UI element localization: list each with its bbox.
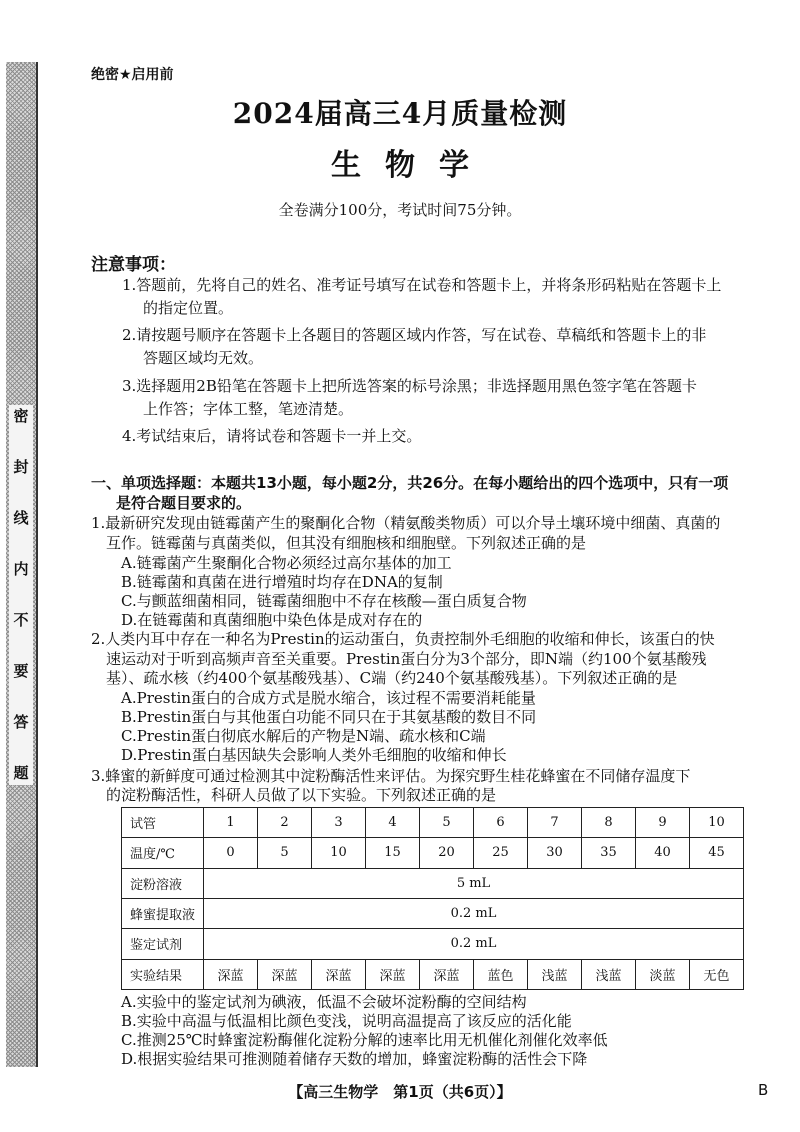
table-cell: 深蓝	[258, 959, 312, 989]
question-stem: 2.人类内耳中存在一种名为Prestin的运动蛋白，负责控制外毛细胞的收缩和伸长，该蛋白的快	[91, 630, 715, 648]
option: B.实验中高温与低温相比颜色变浅，说明高温提高了该反应的活化能	[121, 1012, 572, 1030]
table-cell: 0.2 mL	[204, 929, 744, 959]
table-cell: 5	[258, 838, 312, 868]
table-cell: 2	[258, 808, 312, 838]
table-row-result	[122, 959, 744, 989]
table-cell: 深蓝	[312, 959, 366, 989]
table-cell: 8	[582, 808, 636, 838]
table-cell: 20	[420, 838, 474, 868]
table-cell: 35	[582, 838, 636, 868]
option: D.根据实验结果可推测随着储存天数的增加，蜂蜜淀粉酶的活性会下降	[121, 1050, 588, 1068]
binding-char: 不	[13, 611, 29, 629]
table-cell: 蓝色	[474, 959, 528, 989]
option: B.链霉菌和真菌在进行增殖时均存在DNA的复制	[121, 573, 443, 591]
notice-item: 3.选择题用2B铅笔在答题卡上把所选答案的标号涂黑；非选择题用黑色签字笔在答题卡	[122, 377, 697, 395]
table-row-extract	[122, 898, 744, 928]
secret-label: 绝密★启用前	[91, 67, 174, 83]
binding-char: 密	[13, 407, 29, 425]
binding-char: 封	[13, 458, 29, 476]
subject-title: 生物学	[331, 148, 493, 183]
option: A.链霉菌产生聚酮化合物必须经过高尔基体的加工	[121, 554, 452, 572]
binding-char: 线	[13, 509, 29, 527]
table-cell: 4	[366, 808, 420, 838]
table-cell: 0.2 mL	[204, 898, 744, 928]
table-cell: 30	[528, 838, 582, 868]
option: C.推测25℃时蜂蜜淀粉酶催化淀粉分解的速率比用无机催化剂催化效率低	[121, 1031, 608, 1049]
table-cell: 10	[690, 808, 744, 838]
table-cell: 0	[204, 838, 258, 868]
notice-item: 答题区域均无效。	[143, 349, 264, 367]
row-header: 实验结果	[122, 959, 204, 989]
question-stem: 1.最新研究发现由链霉菌产生的聚酮化合物（精氨酸类物质）可以介导土壤环境中细菌、真菌的	[91, 514, 721, 532]
binding-warning	[9, 405, 33, 785]
table-cell: 40	[636, 838, 690, 868]
table-cell: 深蓝	[366, 959, 420, 989]
option: C.Prestin蛋白彻底水解后的产物是N端、疏水核和C端	[121, 727, 486, 745]
table-cell: 5 mL	[204, 868, 744, 898]
page-footer: 【高三生物学 第1页（共6页）】	[288, 1083, 512, 1101]
exam-info: 全卷满分100分，考试时间75分钟。	[278, 201, 522, 219]
row-header: 鉴定试剂	[122, 929, 204, 959]
option: C.与颤蓝细菌相同，链霉菌细胞中不存在核酸—蛋白质复合物	[121, 592, 527, 610]
table-cell: 深蓝	[204, 959, 258, 989]
table-cell: 45	[690, 838, 744, 868]
row-header: 蜂蜜提取液	[122, 898, 204, 928]
option: A.实验中的鉴定试剂为碘液，低温不会破坏淀粉酶的空间结构	[121, 993, 527, 1011]
table-cell: 无色	[690, 959, 744, 989]
table-cell: 7	[528, 808, 582, 838]
notice-item: 2.请按题号顺序在答题卡上各题目的答题区域内作答，写在试卷、草稿纸和答题卡上的非	[122, 326, 707, 344]
question-stem: 速运动对于听到高频声音至关重要。Prestin蛋白分为3个部分，即N端（约100个氨基酸残	[106, 650, 707, 668]
notice-heading: 注意事项：	[91, 255, 176, 275]
option: D.Prestin蛋白基因缺失会影响人类外毛细胞的收缩和伸长	[121, 746, 507, 764]
table-cell: 浅蓝	[582, 959, 636, 989]
section-heading: 一、单项选择题：本题共13小题，每小题2分，共26分。在每小题给出的四个选项中，只有一项	[91, 474, 729, 492]
table-cell: 10	[312, 838, 366, 868]
row-header: 试管	[122, 808, 204, 838]
version-label: B	[758, 1081, 769, 1099]
table-cell: 深蓝	[420, 959, 474, 989]
notice-item: 1.答题前，先将自己的姓名、准考证号填写在试卷和答题卡上，并将条形码粘贴在答题卡上	[122, 276, 722, 294]
table-cell: 25	[474, 838, 528, 868]
table-cell: 5	[420, 808, 474, 838]
table-cell: 9	[636, 808, 690, 838]
option: B.Prestin蛋白与其他蛋白功能不同只在于其氨基酸的数目不同	[121, 708, 537, 726]
binding-char: 要	[13, 662, 29, 680]
table-row-reagent	[122, 929, 744, 959]
question-stem: 的淀粉酶活性，科研人员做了以下实验。下列叙述正确的是	[106, 786, 497, 804]
row-header: 温度/℃	[122, 838, 204, 868]
question-stem: 3.蜂蜜的新鲜度可通过检测其中淀粉酶活性来评估。为探究野生桂花蜂蜜在不同储存温度下	[91, 767, 691, 785]
table-row-tube	[122, 808, 744, 838]
table-row-starch	[122, 868, 744, 898]
notice-item: 的指定位置。	[143, 299, 234, 317]
table-cell: 3	[312, 808, 366, 838]
section-heading: 是符合题目要求的。	[116, 494, 252, 512]
option: D.在链霉菌和真菌细胞中染色体是成对存在的	[121, 611, 423, 629]
row-header: 淀粉溶液	[122, 868, 204, 898]
table-row-temp	[122, 838, 744, 868]
notice-item: 4.考试结束后，请将试卷和答题卡一并上交。	[122, 427, 422, 445]
table-cell: 浅蓝	[528, 959, 582, 989]
binding-char: 答	[13, 713, 29, 731]
table-cell: 淡蓝	[636, 959, 690, 989]
binding-char: 内	[13, 560, 29, 578]
table-cell: 1	[204, 808, 258, 838]
notice-item: 上作答；字体工整，笔迹清楚。	[143, 400, 354, 418]
table-cell: 6	[474, 808, 528, 838]
question-stem: 基）、疏水核（约400个氨基酸残基）、C端（约240个氨基酸残基）。下列叙述正确的是	[106, 669, 678, 687]
experiment-table	[121, 807, 744, 990]
binding-char: 题	[13, 764, 29, 782]
table-cell: 15	[366, 838, 420, 868]
exam-title: 2024届高三4月质量检测	[232, 97, 568, 130]
option: A.Prestin蛋白的合成方式是脱水缩合，该过程不需要消耗能量	[121, 689, 536, 707]
question-stem: 互作。链霉菌与真菌类似，但其没有细胞核和细胞壁。下列叙述正确的是	[106, 534, 587, 552]
